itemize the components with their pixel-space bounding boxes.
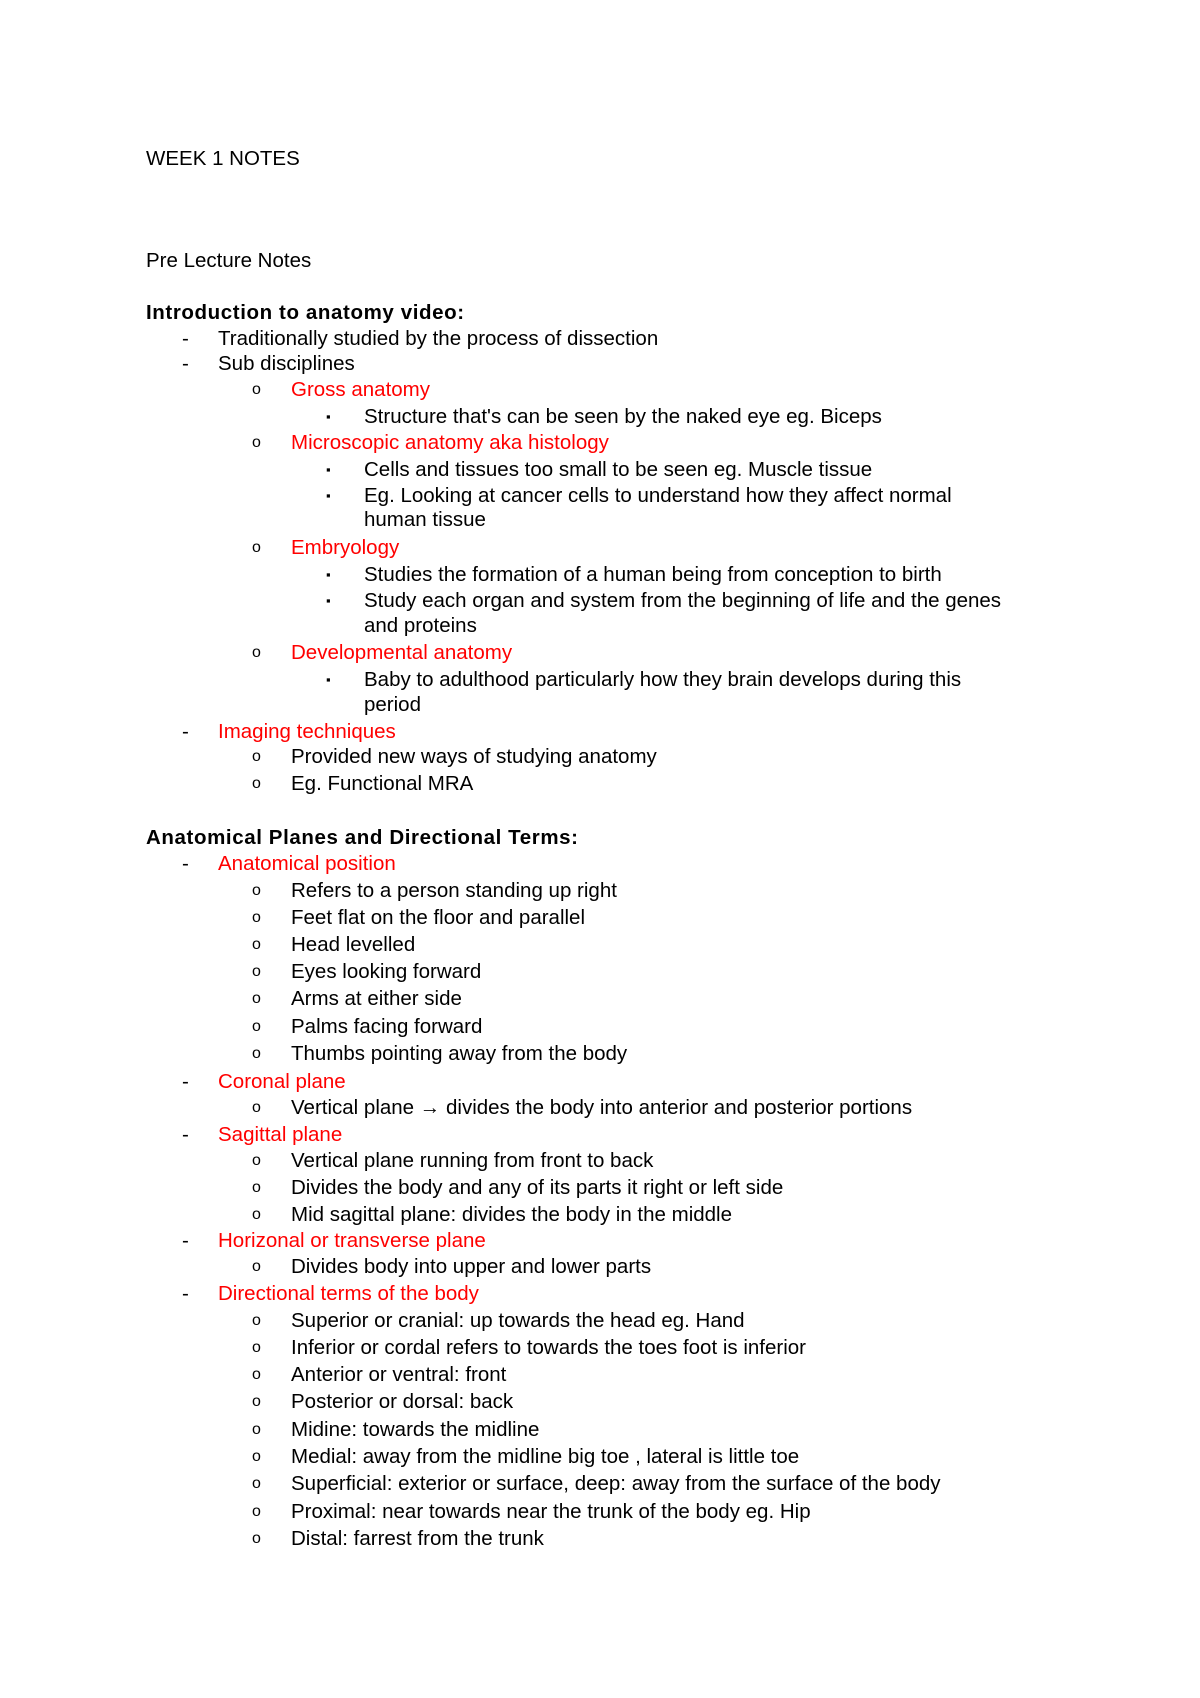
circle-bullet: o <box>252 1366 261 1383</box>
list-item-text: Divides the body and any of its parts it right or left side <box>291 1176 784 1199</box>
list-item-text: Study each organ and system from the beginning of life and the genes <box>364 589 1002 612</box>
circle-bullet: o <box>252 434 261 451</box>
circle-bullet: o <box>252 1421 261 1438</box>
list-item-text: Provided new ways of studying anatomy <box>291 745 657 768</box>
square-bullet: ▪ <box>326 593 331 608</box>
list-item-text: Medial: away from the midline big toe , lateral is little toe <box>291 1445 800 1468</box>
section-heading: Anatomical Planes and Directional Terms: <box>146 826 579 849</box>
list-item-text: Proximal: near towards near the trunk of the body eg. Hip <box>291 1500 811 1523</box>
list-item-text: Gross anatomy <box>291 378 430 401</box>
circle-bullet: o <box>252 1018 261 1035</box>
list-item-text: Midine: towards the midline <box>291 1418 540 1441</box>
list-item-text: Inferior or cordal refers to towards the toes foot is inferior <box>291 1336 807 1359</box>
list-item-text: Eyes looking forward <box>291 960 482 983</box>
circle-bullet: o <box>252 909 261 926</box>
square-bullet: ▪ <box>326 488 331 503</box>
list-item-text: Sagittal plane <box>218 1123 343 1146</box>
dash-bullet: - <box>182 1070 189 1093</box>
circle-bullet: o <box>252 775 261 792</box>
list-item-text: human tissue <box>364 508 486 531</box>
list-item-text: Palms facing forward <box>291 1015 483 1038</box>
circle-bullet: o <box>252 990 261 1007</box>
list-item-text: Superior or cranial: up towards the head eg. Hand <box>291 1309 745 1332</box>
circle-bullet: o <box>252 1530 261 1547</box>
list-item-text: Refers to a person standing up right <box>291 879 617 902</box>
list-item-text: Vertical plane running from front to back <box>291 1149 654 1172</box>
list-item-text: Traditionally studied by the process of dissection <box>218 327 659 350</box>
list-item-text-after: divides the body into anterior and posterior portions <box>446 1096 913 1119</box>
circle-bullet: o <box>252 936 261 953</box>
circle-bullet: o <box>252 1339 261 1356</box>
circle-bullet: o <box>252 1475 261 1492</box>
dash-bullet: - <box>182 327 189 350</box>
list-item-text: Horizonal or transverse plane <box>218 1229 486 1252</box>
circle-bullet: o <box>252 1503 261 1520</box>
circle-bullet: o <box>252 1258 261 1275</box>
circle-bullet: o <box>252 1448 261 1465</box>
list-item-text: Studies the formation of a human being from conception to birth <box>364 563 942 586</box>
dash-bullet: - <box>182 852 189 875</box>
list-item-text: Mid sagittal plane: divides the body in the middle <box>291 1203 733 1226</box>
list-item-text: Distal: farrest from the trunk <box>291 1527 544 1550</box>
list-item-text: Structure that's can be seen by the naked eye eg. Biceps <box>364 405 882 428</box>
list-item-text: Cells and tissues too small to be seen eg. Muscle tissue <box>364 458 873 481</box>
list-item-text <box>291 1096 912 1120</box>
circle-bullet: o <box>252 1206 261 1223</box>
list-item-text: Feet flat on the floor and parallel <box>291 906 586 929</box>
list-item-text: Eg. Looking at cancer cells to understand how they affect normal <box>364 484 952 507</box>
list-item-text: and proteins <box>364 614 477 637</box>
document-title: WEEK 1 NOTES <box>146 147 300 170</box>
square-bullet: ▪ <box>326 462 331 477</box>
document-subtitle: Pre Lecture Notes <box>146 249 312 272</box>
circle-bullet: o <box>252 1045 261 1062</box>
list-item-text: period <box>364 693 421 716</box>
circle-bullet: o <box>252 381 261 398</box>
circle-bullet: o <box>252 882 261 899</box>
right-arrow-icon: → <box>419 1096 441 1119</box>
circle-bullet: o <box>252 644 261 661</box>
list-item-text: Anterior or ventral: front <box>291 1363 507 1386</box>
circle-bullet: o <box>252 539 261 556</box>
list-item-text-before: Vertical plane <box>291 1096 415 1119</box>
circle-bullet: o <box>252 1179 261 1196</box>
circle-bullet: o <box>252 1152 261 1169</box>
circle-bullet: o <box>252 1099 261 1116</box>
list-item-text: Eg. Functional MRA <box>291 772 474 795</box>
square-bullet: ▪ <box>326 409 331 424</box>
list-item-text: Microscopic anatomy aka histology <box>291 431 609 454</box>
list-item-text: Embryology <box>291 536 400 559</box>
list-item-text: Anatomical position <box>218 852 396 875</box>
dash-bullet: - <box>182 1123 189 1146</box>
list-item-text: Posterior or dorsal: back <box>291 1390 514 1413</box>
square-bullet: ▪ <box>326 672 331 687</box>
list-item-text: Sub disciplines <box>218 352 355 375</box>
list-item-text: Head levelled <box>291 933 416 956</box>
list-item-text: Divides body into upper and lower parts <box>291 1255 652 1278</box>
dash-bullet: - <box>182 1282 189 1305</box>
list-item-text: Directional terms of the body <box>218 1282 479 1305</box>
circle-bullet: o <box>252 1312 261 1329</box>
list-item-text: Arms at either side <box>291 987 462 1010</box>
square-bullet: ▪ <box>326 567 331 582</box>
section-heading: Introduction to anatomy video: <box>146 301 465 324</box>
circle-bullet: o <box>252 1393 261 1410</box>
list-item-text: Thumbs pointing away from the body <box>291 1042 628 1065</box>
circle-bullet: o <box>252 963 261 980</box>
list-item-text: Baby to adulthood particularly how they brain develops during this <box>364 668 962 691</box>
list-item-text: Imaging techniques <box>218 720 396 743</box>
circle-bullet: o <box>252 748 261 765</box>
list-item-text: Coronal plane <box>218 1070 346 1093</box>
list-item-text: Superficial: exterior or surface, deep: away from the surface of the body <box>291 1472 941 1495</box>
dash-bullet: - <box>182 720 189 743</box>
list-item-text: Developmental anatomy <box>291 641 513 664</box>
dash-bullet: - <box>182 1229 189 1252</box>
dash-bullet: - <box>182 352 189 375</box>
